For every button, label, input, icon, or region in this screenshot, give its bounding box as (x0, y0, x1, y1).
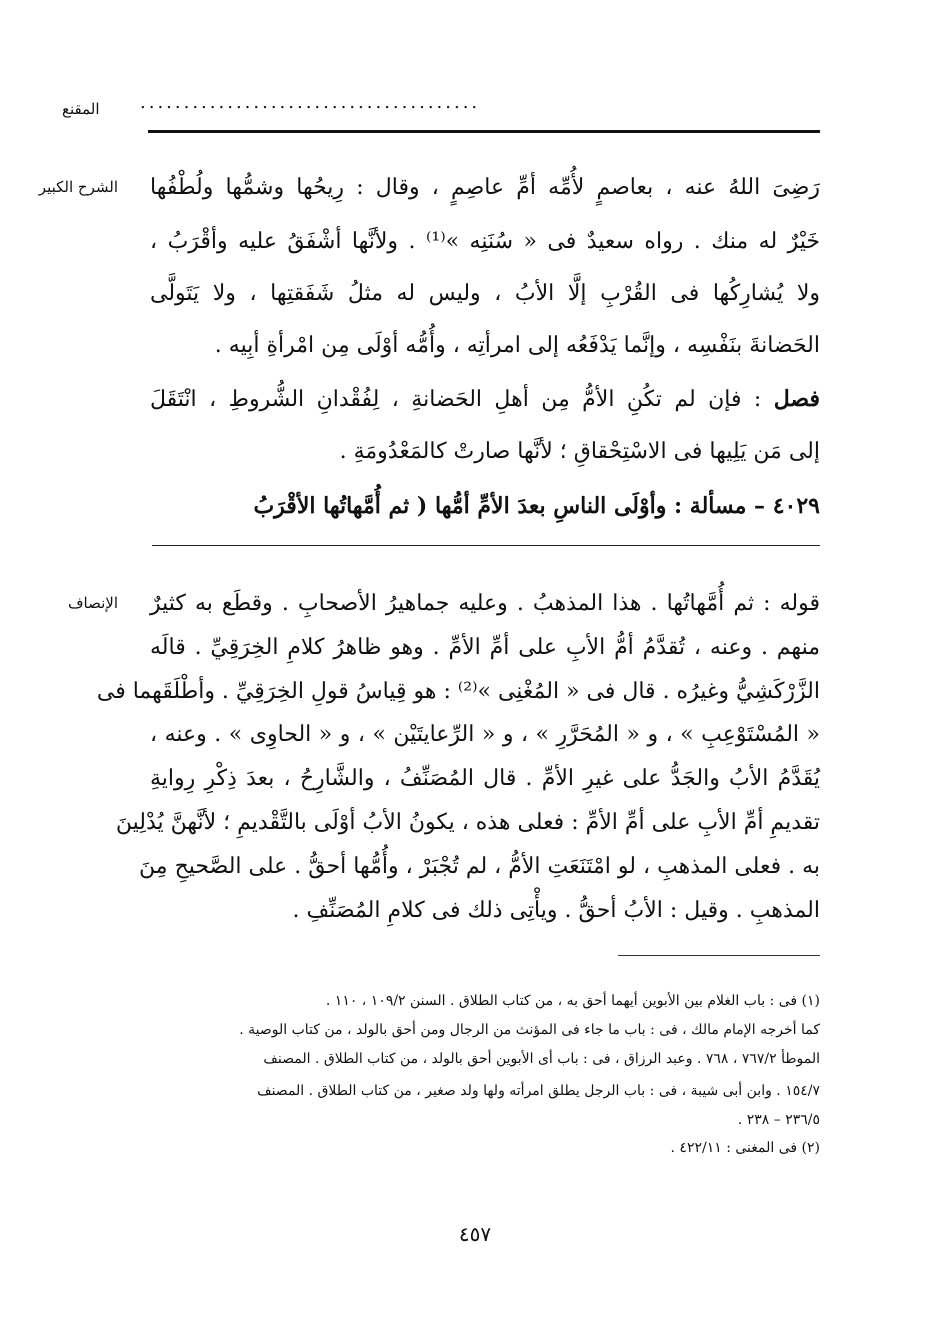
header-rule (148, 130, 820, 133)
header-dotted-leader: ....................................... (140, 92, 481, 113)
footnote-2: (٢) فى المغنى : ٤٢٢/١١ . (670, 1140, 820, 1156)
footnote-1-cont-1: كما أخرجه الإمام مالك ، فى : باب ما جاء فى المؤنث من الرجال ومن أحق بالولد ، من كتاب الوصية . (239, 1022, 820, 1038)
insaf-line-8: المذهبِ . وقيل : الأبُ أحقُّ . ويأْتِى ذلك فى كلامِ المُصَنِّفِ . (292, 898, 820, 923)
insaf-line-4: « المُسْتَوْعِبِ » ، و « المُحَرَّرِ » ، و « الرِّعايتَيْن » ، و « الحاوِى » . وعنه ، (150, 722, 820, 747)
insaf-line-5: يُقَدَّمُ الأبُ والجَدُّ على غيرِ الأمِّ . قال المُصَنِّفُ ، والشَّارِحُ ، بعدَ ذِكْرِ رِوايةِ (150, 766, 820, 791)
insaf-line-2: منهم . وعنه ، تُقدَّمُ أمُّ الأبِ على أمِّ الأمِّ . وهو ظاهرُ كلامِ الخِرَقِيِّ . قالَه (150, 635, 820, 660)
page-number: ٤٥٧ (458, 1222, 492, 1246)
section-divider (152, 545, 820, 546)
footnote-1-cont-4: ٢٣٦/٥ – ٢٣٨ . (737, 1112, 820, 1128)
insaf-line-3: الزَّرْكَشِيُّ وغيرُه . قال فى « المُغْنِى »⁽²⁾ : هو قِياسُ قولِ الخِرَقِيِّ . وأطْلَقَهما فى (96, 679, 820, 704)
sharh-margin-label: الشرح الكبير (38, 178, 118, 196)
fasl-line-1: فصل : فإن لم تكُنِ الأمُّ مِن أهلِ الحَضانةِ ، لِفُقْدانِ الشُّروطِ ، انْتَقَلَ (150, 386, 820, 412)
insaf-margin-label: الإنصاف (67, 594, 118, 612)
sharh-line-4: الحَضانةَ بنَفْسِه ، وإنَّما يَدْفَعُه إلى امرأتِه ، وأُمُّه أوْلَى مِن امْرأةِ أبِيه . (214, 333, 820, 358)
sharh-line-3: ولا يُشارِكُها فى القُرْبِ إلَّا الأبُ ، وليس له مثلُ شَفَقتِها ، ولا يَتَولَّى (150, 281, 820, 306)
fasl-heading: فصل (773, 386, 820, 412)
fasl-line-2: إلى مَن يَلِيها فى الاسْتِحْقاقِ ؛ لأنَّها صارتْ كالمَعْدُومَةِ . (339, 439, 820, 464)
footnote-rule (618, 955, 820, 956)
sharh-line-2: خَيْرٌ له منك . رواه سعيدٌ فى « سُنَنِه »⁽¹⁾ . ولأنَّها أشْفَقُ عليه وأقْرَبُ ، (150, 229, 820, 254)
insaf-line-1: قوله : ثم أُمَّهاتُها . هذا المذهبُ . وعليه جماهيرُ الأصحابِ . وقطَع به كثيرٌ (150, 591, 820, 616)
insaf-line-7: به . فعلى المذهبِ ، لو امْتَنَعَتِ الأمُّ ، لم تُجْبَرْ ، وأُمُّها أحقُّ . على الصَّحيحِ مِنَ (139, 854, 820, 879)
insaf-line-6: تقديمِ أمِّ الأبِ على أمِّ الأمِّ : فعلى هذه ، يكونُ الأبُ أوْلَى بالتَّقْديمِ ؛ لأنَّهنَّ يُدْلِينَ (115, 810, 820, 835)
sharh-line-1: رَضِىَ اللهُ عنه ، بعاصمٍ لأُمِّه أمِّ عاصِمٍ ، وقال : رِيحُها وشمُّها ولُطْفُها (150, 175, 820, 200)
footnote-1: (١) فى : باب الغلام بين الأبوين أيهما أحق به ، من كتاب الطلاق . السنن ١٠٩/٢ ، ١١٠ . (325, 993, 820, 1009)
masala-heading: ٤٠٢٩ – مسألة : وأوْلَى الناسِ بعدَ الأمِّ أمُّها ( ثم أُمَّهاتُها الأقْرَبُ (253, 493, 820, 519)
footnote-1-cont-3: ١٥٤/٧ . وابن أبى شيبة ، فى : باب الرجل يطلق امرأته ولها ولد صغير ، من كتاب الطلاق . المصنف (257, 1083, 820, 1099)
footnote-1-cont-2: الموطأ ٧٦٧/٢ ، ٧٦٨ . وعبد الرزاق ، فى : باب أى الأبوين أحق بالولد ، من كتاب الطلاق . المصنف (263, 1051, 820, 1067)
book-title-label: المقنع (62, 100, 100, 118)
